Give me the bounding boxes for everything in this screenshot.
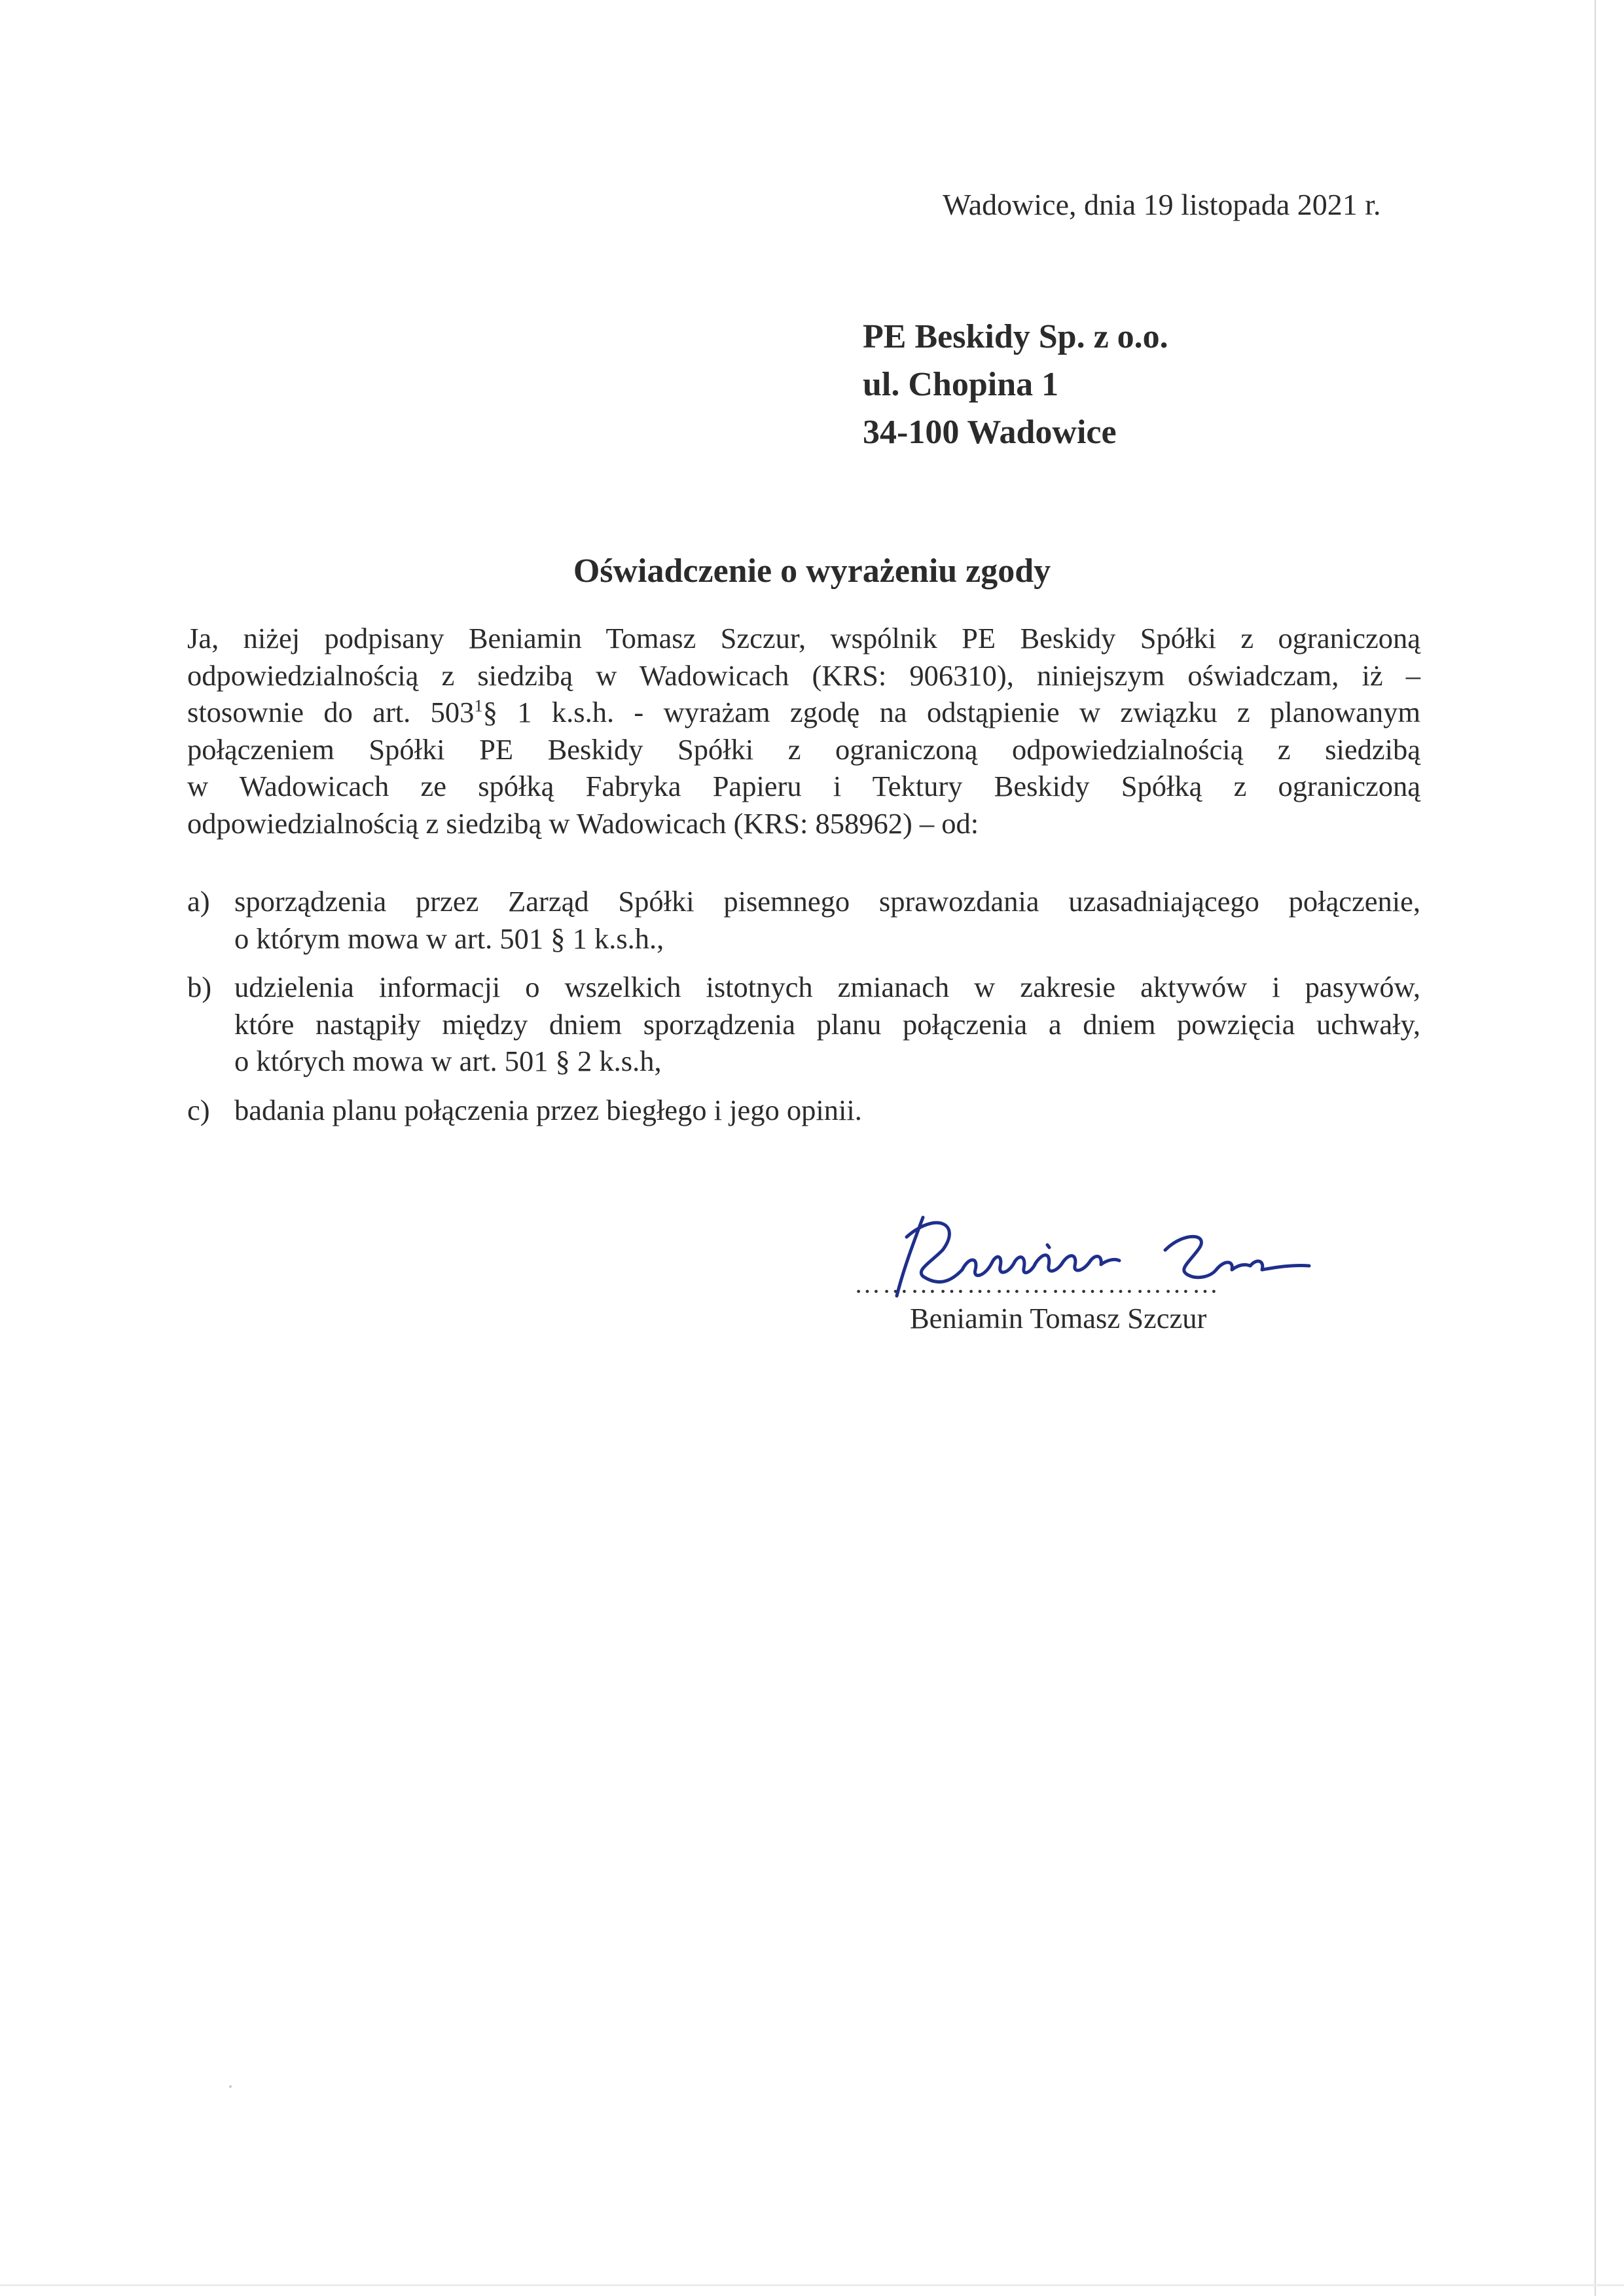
statement-paragraph bbox=[187, 620, 1420, 842]
list-line: o którym mowa w art. 501 § 1 k.s.h., bbox=[234, 922, 664, 955]
paragraph-line-with-article bbox=[187, 694, 1420, 731]
list-line: udzielenia informacji o wszelkich istotnych zmianach w zakresie aktywów i pasywów, bbox=[234, 971, 1420, 1003]
paragraph-line: Ja, niżej podpisany Beniamin Tomasz Szczur, wspólnik PE Beskidy Spółki z ograniczoną bbox=[187, 622, 1420, 655]
paragraph-line-part: stosownie do art. 503 bbox=[187, 696, 475, 728]
paragraph-line: połączeniem Spółki PE Beskidy Spółki z ograniczoną odpowiedzialnością z siedzibą bbox=[187, 732, 1420, 766]
signer-name: Beniamin Tomasz Szczur bbox=[910, 1302, 1207, 1335]
recipient-name: PE Beskidy Sp. z o.o. bbox=[863, 318, 1168, 355]
paragraph-line: odpowiedzialnością z siedzibą w Wadowicach (KRS: 906310), niniejszym oświadczam, iż – bbox=[187, 658, 1420, 692]
list-marker: a) bbox=[187, 885, 210, 918]
signature-dotted-line: ………………………………… bbox=[854, 1269, 1220, 1299]
list-line: o których mowa w art. 501 § 2 k.s.h, bbox=[234, 1045, 662, 1077]
recipient-city: 34-100 Wadowice bbox=[863, 414, 1117, 451]
list-marker: b) bbox=[187, 971, 212, 1003]
scan-edge-line bbox=[1595, 0, 1596, 2296]
paragraph-line: w Wadowicach ze spółką Fabryka Papieru i Tektury Beskidy Spółką z ograniczoną bbox=[187, 770, 1420, 802]
list-item-a bbox=[187, 883, 1420, 957]
paragraph-line-part: § 1 k.s.h. - wyrażam zgodę na odstąpienie w związku z planowanym bbox=[482, 696, 1420, 728]
paragraph-line: odpowiedzialnością z siedzibą w Wadowicach (KRS: 858962) – od: bbox=[187, 806, 979, 840]
consent-list bbox=[187, 883, 1420, 1140]
recipient-address bbox=[863, 313, 1168, 456]
list-item-b bbox=[187, 969, 1420, 1080]
list-item-c bbox=[187, 1092, 1420, 1129]
document-title: Oświadczenie o wyrażeniu zgody bbox=[573, 552, 1051, 590]
list-marker: c) bbox=[187, 1093, 210, 1126]
recipient-street: ul. Chopina 1 bbox=[863, 366, 1059, 403]
list-line: sporządzenia przez Zarząd Spółki pisemnego sprawozdania uzasadniającego połączenie, bbox=[234, 885, 1420, 918]
scan-bottom-edge bbox=[0, 2284, 1624, 2286]
list-line: które nastąpiły między dniem sporządzenia planu połączenia a dniem powzięcia uchwały, bbox=[234, 1007, 1420, 1041]
article-superscript: 1 bbox=[474, 696, 483, 716]
date-line: Wadowice, dnia 19 listopada 2021 r. bbox=[943, 188, 1381, 221]
scan-speck bbox=[229, 2085, 232, 2088]
list-line: badania planu połączenia przez biegłego i jego opinii. bbox=[234, 1093, 862, 1126]
